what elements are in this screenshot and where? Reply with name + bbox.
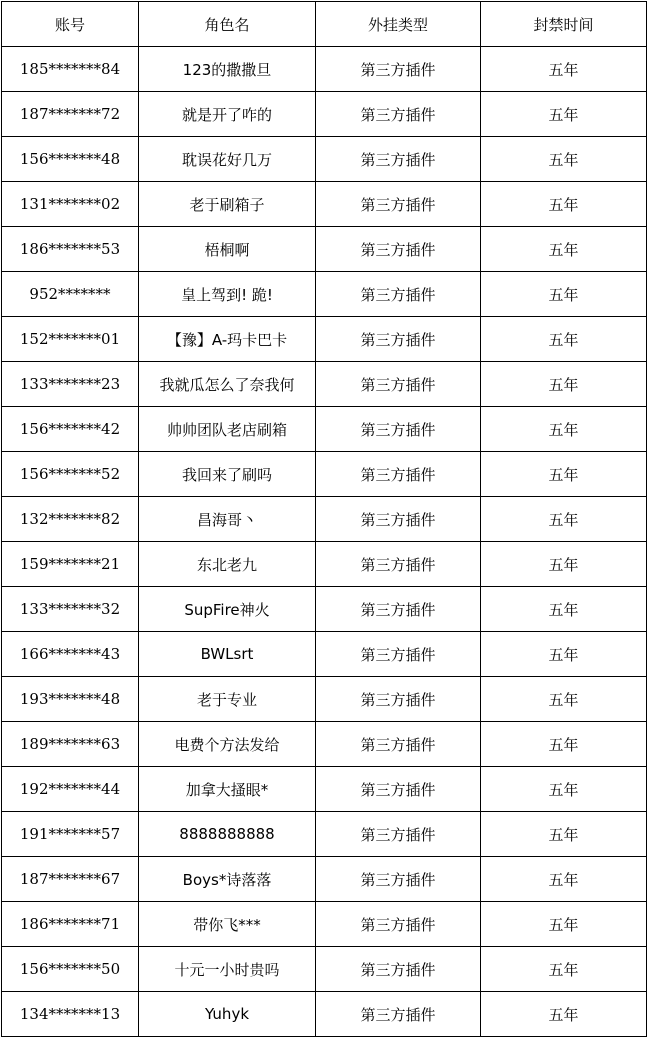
account-cell: 156*******48 <box>2 137 139 182</box>
role-name-cell: 就是开了咋的 <box>139 92 316 137</box>
account-cell: 187*******67 <box>2 857 139 902</box>
table-row <box>2 497 647 542</box>
role-name-cell: 老于专业 <box>139 677 316 722</box>
account-cell: 187*******72 <box>2 92 139 137</box>
role-name-cell: 电费个方法发给 <box>139 722 316 767</box>
role-name-cell: 我就瓜怎么了奈我何 <box>139 362 316 407</box>
role-name-cell: 帅帅团队老店刷箱 <box>139 407 316 452</box>
account-cell: 159*******21 <box>2 542 139 587</box>
ban-duration-cell: 五年 <box>481 857 647 902</box>
account-cell: 166*******43 <box>2 632 139 677</box>
role-name-cell: 123的撒撒旦 <box>139 47 316 92</box>
ban-duration-cell: 五年 <box>481 227 647 272</box>
cheat-type-cell: 第三方插件 <box>316 587 481 632</box>
table-body <box>2 47 647 1037</box>
cheat-type-cell: 第三方插件 <box>316 992 481 1037</box>
table-row <box>2 47 647 92</box>
table-row <box>2 272 647 317</box>
ban-duration-cell: 五年 <box>481 767 647 812</box>
table-row <box>2 542 647 587</box>
ban-duration-cell: 五年 <box>481 317 647 362</box>
ban-duration-cell: 五年 <box>481 632 647 677</box>
table-row <box>2 137 647 182</box>
account-cell: 134*******13 <box>2 992 139 1037</box>
ban-duration-cell: 五年 <box>481 542 647 587</box>
role-name-cell: 老于刷箱子 <box>139 182 316 227</box>
table-row <box>2 857 647 902</box>
account-cell: 952******* <box>2 272 139 317</box>
ban-duration-cell: 五年 <box>481 182 647 227</box>
ban-duration-cell: 五年 <box>481 452 647 497</box>
account-cell: 193*******48 <box>2 677 139 722</box>
cheat-type-cell: 第三方插件 <box>316 137 481 182</box>
cheat-type-cell: 第三方插件 <box>316 407 481 452</box>
cheat-type-cell: 第三方插件 <box>316 947 481 992</box>
table-row <box>2 407 647 452</box>
ban-duration-cell: 五年 <box>481 992 647 1037</box>
account-cell: 152*******01 <box>2 317 139 362</box>
cheat-type-cell: 第三方插件 <box>316 452 481 497</box>
cheat-type-cell: 第三方插件 <box>316 92 481 137</box>
account-cell: 186*******53 <box>2 227 139 272</box>
account-cell: 189*******63 <box>2 722 139 767</box>
cheat-type-cell: 第三方插件 <box>316 857 481 902</box>
table-row <box>2 947 647 992</box>
account-cell: 191*******57 <box>2 812 139 857</box>
cheat-type-cell: 第三方插件 <box>316 272 481 317</box>
table-row <box>2 587 647 632</box>
cheat-type-cell: 第三方插件 <box>316 542 481 587</box>
account-cell: 192*******44 <box>2 767 139 812</box>
ban-duration-cell: 五年 <box>481 92 647 137</box>
account-cell: 186*******71 <box>2 902 139 947</box>
table-row <box>2 992 647 1037</box>
cheat-type-cell: 第三方插件 <box>316 362 481 407</box>
role-name-cell: 【豫】A-玛卡巴卡 <box>139 317 316 362</box>
table-row <box>2 452 647 497</box>
role-name-cell: SupFire神火 <box>139 587 316 632</box>
header-account: 账号 <box>2 2 139 47</box>
cheat-type-cell: 第三方插件 <box>316 812 481 857</box>
cheat-type-cell: 第三方插件 <box>316 722 481 767</box>
table-row <box>2 92 647 137</box>
ban-duration-cell: 五年 <box>481 47 647 92</box>
role-name-cell: 我回来了刷吗 <box>139 452 316 497</box>
cheat-type-cell: 第三方插件 <box>316 227 481 272</box>
ban-duration-cell: 五年 <box>481 722 647 767</box>
ban-duration-cell: 五年 <box>481 947 647 992</box>
table-row <box>2 677 647 722</box>
account-cell: 133*******32 <box>2 587 139 632</box>
ban-list-table <box>1 1 647 1037</box>
ban-duration-cell: 五年 <box>481 137 647 182</box>
table-row <box>2 722 647 767</box>
role-name-cell: 皇上驾到! 跪! <box>139 272 316 317</box>
role-name-cell: 东北老九 <box>139 542 316 587</box>
header-ban-duration: 封禁时间 <box>481 2 647 47</box>
ban-duration-cell: 五年 <box>481 677 647 722</box>
role-name-cell: 带你飞*** <box>139 902 316 947</box>
table-row <box>2 767 647 812</box>
table-row <box>2 227 647 272</box>
role-name-cell: BWLsrt <box>139 632 316 677</box>
ban-duration-cell: 五年 <box>481 362 647 407</box>
ban-duration-cell: 五年 <box>481 497 647 542</box>
table-row <box>2 902 647 947</box>
account-cell: 185*******84 <box>2 47 139 92</box>
ban-duration-cell: 五年 <box>481 902 647 947</box>
ban-duration-cell: 五年 <box>481 272 647 317</box>
ban-duration-cell: 五年 <box>481 812 647 857</box>
cheat-type-cell: 第三方插件 <box>316 677 481 722</box>
ban-duration-cell: 五年 <box>481 587 647 632</box>
role-name-cell: Boys*诗落落 <box>139 857 316 902</box>
cheat-type-cell: 第三方插件 <box>316 767 481 812</box>
table-row <box>2 182 647 227</box>
cheat-type-cell: 第三方插件 <box>316 317 481 362</box>
account-cell: 131*******02 <box>2 182 139 227</box>
table-row <box>2 317 647 362</box>
table-header <box>2 2 647 47</box>
role-name-cell: 8888888888 <box>139 812 316 857</box>
role-name-cell: 加拿大搔眼* <box>139 767 316 812</box>
account-cell: 156*******52 <box>2 452 139 497</box>
table-row <box>2 812 647 857</box>
cheat-type-cell: 第三方插件 <box>316 632 481 677</box>
ban-duration-cell: 五年 <box>481 407 647 452</box>
role-name-cell: 耽误花好几万 <box>139 137 316 182</box>
cheat-type-cell: 第三方插件 <box>316 47 481 92</box>
account-cell: 132*******82 <box>2 497 139 542</box>
cheat-type-cell: 第三方插件 <box>316 182 481 227</box>
cheat-type-cell: 第三方插件 <box>316 497 481 542</box>
header-row <box>2 2 647 47</box>
cheat-type-cell: 第三方插件 <box>316 902 481 947</box>
header-role-name: 角色名 <box>139 2 316 47</box>
role-name-cell: 梧桐啊 <box>139 227 316 272</box>
table-row <box>2 632 647 677</box>
account-cell: 133*******23 <box>2 362 139 407</box>
account-cell: 156*******42 <box>2 407 139 452</box>
account-cell: 156*******50 <box>2 947 139 992</box>
role-name-cell: 十元一小时贵吗 <box>139 947 316 992</box>
role-name-cell: 昌海哥丶 <box>139 497 316 542</box>
table-row <box>2 362 647 407</box>
role-name-cell: Yuhyk <box>139 992 316 1037</box>
header-cheat-type: 外挂类型 <box>316 2 481 47</box>
